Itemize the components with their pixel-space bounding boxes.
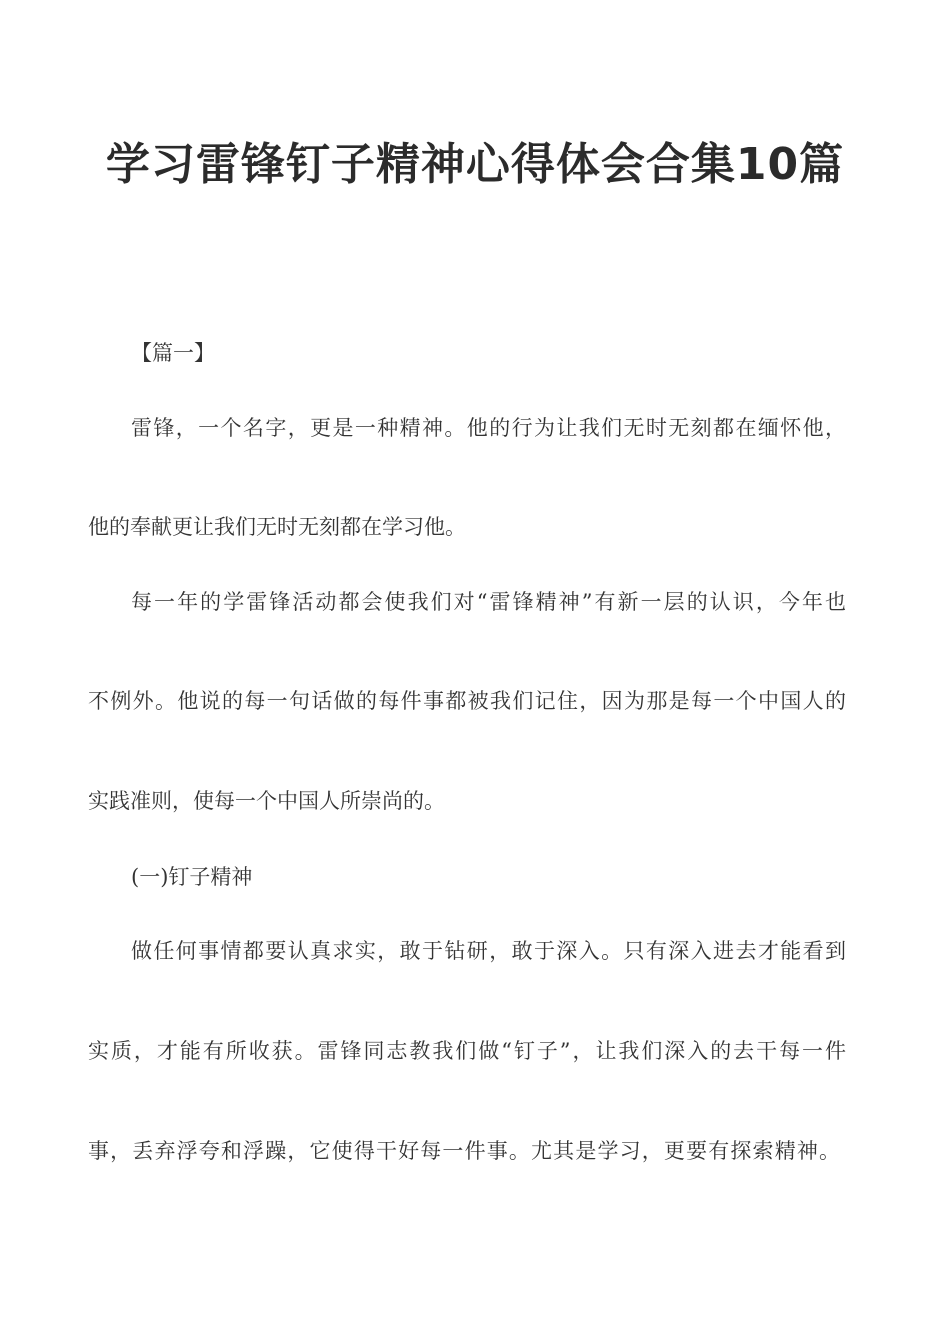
paragraph-2-line-3: 实践准则，使每一个中国人所崇尚的。 <box>88 789 445 813</box>
subheading: (一)钉子精神 <box>131 865 253 889</box>
section-label: 【篇一】 <box>131 341 215 365</box>
paragraph-3-line-1: 做任何事情都要认真求实，敢于钻研，敢于深入。只有深入进去才能看到 <box>131 939 846 963</box>
paragraph-1-line-1: 雷锋，一个名字，更是一种精神。他的行为让我们无时无刻都在缅怀他， <box>131 416 846 440</box>
paragraph-1-line-2: 他的奉献更让我们无时无刻都在学习他。 <box>88 515 466 539</box>
paragraph-2-line-2: 不例外。他说的每一句话做的每件事都被我们记住，因为那是每一个中国人的 <box>88 689 846 713</box>
paragraph-3-line-3: 事，丢弃浮夸和浮躁，它使得干好每一件事。尤其是学习，更要有探索精神。 <box>88 1139 840 1163</box>
document-title: 学习雷锋钉子精神心得体会合集10篇 <box>105 139 845 190</box>
paragraph-3-line-2: 实质，才能有所收获。雷锋同志教我们做“钉子”，让我们深入的去干每一件 <box>88 1039 846 1063</box>
paragraph-2-line-1: 每一年的学雷锋活动都会使我们对“雷锋精神”有新一层的认识，今年也 <box>131 590 846 614</box>
